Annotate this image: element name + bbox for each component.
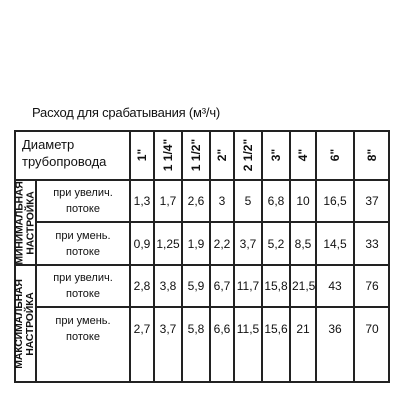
table-cell: 8,5: [294, 236, 312, 251]
pipe-size-label: 1 1/4": [161, 138, 175, 172]
pipe-size-label: 4": [296, 148, 310, 162]
table-cell: 2,8: [133, 279, 151, 293]
pipe-size-label: 1": [135, 148, 149, 162]
table-cell: 6,6: [213, 321, 231, 336]
table-cell: 5,8: [187, 321, 205, 336]
table-cell: 6,7: [213, 279, 231, 293]
table-cell: 10: [296, 194, 310, 208]
group-divider: [14, 264, 390, 266]
pipe-size-label: 1 1/2": [189, 138, 203, 172]
table-cell: 16,5: [323, 194, 347, 208]
group-label: МИНИМАЛЬНАЯ НАСТРОЙКА: [13, 180, 36, 265]
table-cell: 21: [296, 321, 310, 336]
table-cell: 76: [365, 279, 379, 293]
row-label: при умень. потоке: [55, 314, 111, 343]
table-cell: 37: [365, 194, 379, 208]
row-label: при умень. потоке: [55, 229, 111, 258]
table-cell: 21,5: [292, 279, 316, 293]
table-cell: 1,7: [159, 194, 177, 208]
table-cell: 11,7: [236, 279, 260, 293]
table-cell: 3,8: [159, 279, 177, 293]
table-cell: 3,7: [159, 321, 177, 336]
table-cell: 1,9: [187, 236, 205, 251]
table-cell: 3,7: [239, 236, 257, 251]
row-divider: [36, 221, 390, 223]
table-cell: 36: [328, 321, 342, 336]
pipe-size-label: 8": [365, 148, 379, 162]
table-cell: 1,3: [133, 194, 151, 208]
pipe-size-label: 2 1/2": [241, 138, 255, 172]
table-border-bottom: [14, 381, 390, 383]
row-label: при увелич. потоке: [53, 272, 113, 300]
flow-table: [14, 130, 390, 383]
group-label: МАКСИМАЛЬНАЯ НАСТРОЙКА: [13, 279, 36, 369]
table-cell: 0,9: [133, 236, 151, 251]
table-cell: 14,5: [323, 236, 347, 251]
pipe-size-label: 6": [328, 148, 342, 162]
table-cell: 11,5: [236, 321, 260, 336]
table-cell: 2,6: [187, 194, 205, 208]
table-cell: 6,8: [267, 194, 285, 208]
table-cell: 1,25: [156, 236, 180, 251]
table-cell: 5,9: [187, 279, 205, 293]
diameter-label: Диаметр трубопровода: [22, 137, 107, 169]
table-cell: 43: [328, 279, 342, 293]
table-cell: 3: [218, 194, 226, 208]
table-cell: 2,2: [213, 236, 231, 251]
table-cell: 15,6: [264, 321, 288, 336]
row-divider: [36, 306, 390, 308]
table-cell: 5: [244, 194, 252, 208]
pipe-size-label: 3": [269, 148, 283, 162]
row-label: при увелич. потоке: [53, 187, 113, 215]
table-cell: 15,8: [264, 279, 288, 293]
pipe-size-label: 2": [215, 148, 229, 162]
table-title: Расход для срабатывания (м³/ч): [32, 105, 221, 120]
table-cell: 5,2: [267, 236, 285, 251]
table-cell: 2,7: [133, 321, 151, 336]
table-cell: 70: [365, 321, 379, 336]
table-cell: 33: [365, 236, 379, 251]
